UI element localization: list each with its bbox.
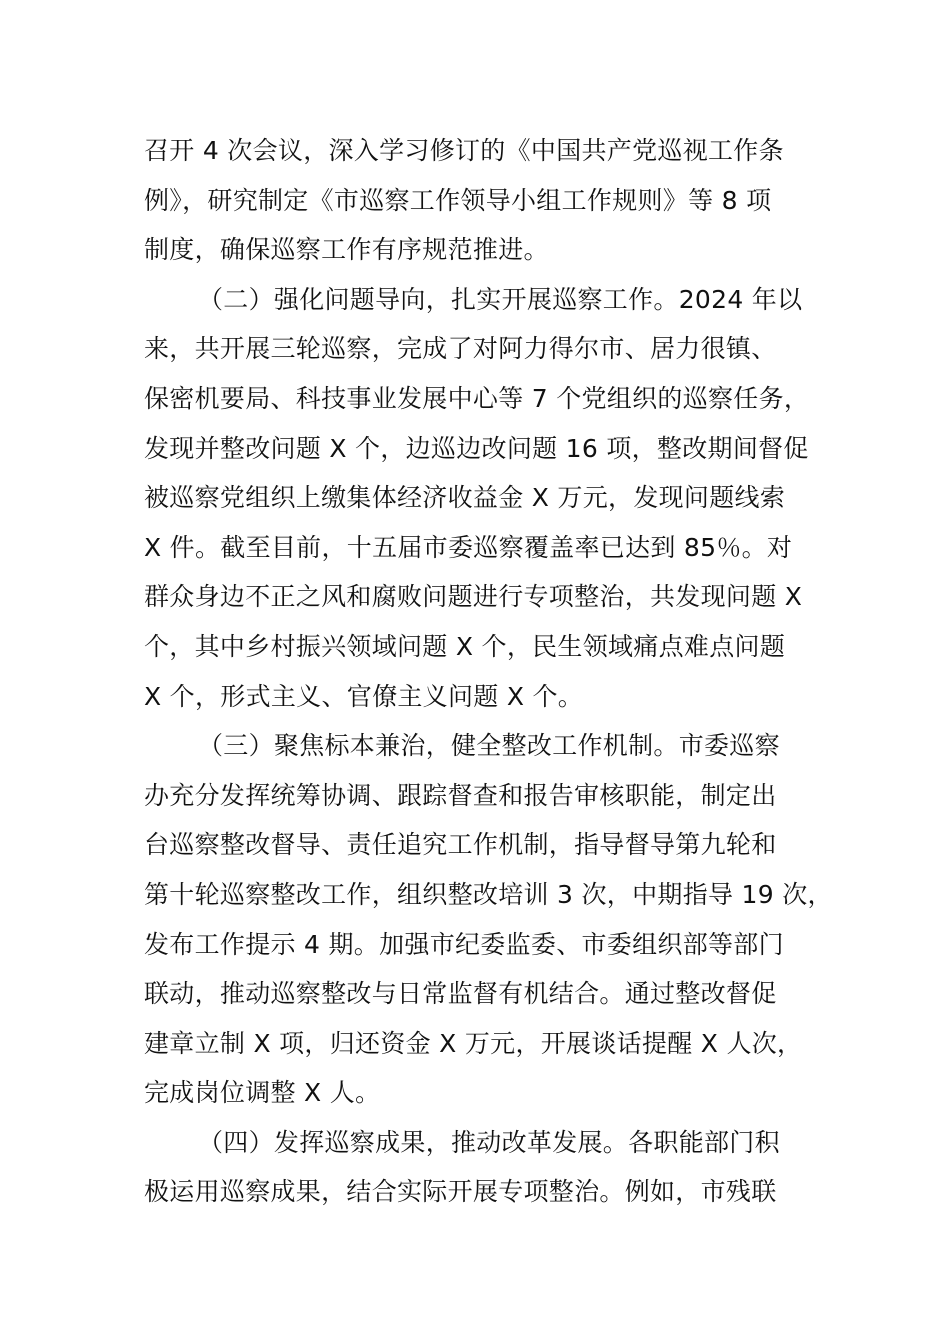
paragraph-2: [144, 275, 834, 721]
text-line: 发现并整改问题 X 个，边巡边改问题 16 项，整改期间督促: [144, 433, 809, 463]
text-line: （二）强化问题导向，扎实开展巡察工作。2024 年以: [198, 284, 803, 314]
text-line: 台巡察整改督导、责任追究工作机制，指导督导第九轮和: [144, 830, 777, 860]
text-line: 联动，推动巡察整改与日常监督有机结合。通过整改督促: [144, 979, 777, 1009]
text-line: X 件。截至目前，十五届市委巡察覆盖率已达到 85％。对: [144, 532, 793, 562]
text-line: 制度，确保巡察工作有序规范推进。: [144, 235, 549, 265]
text-line: 例》，研究制定《市巡察工作领导小组工作规则》等 8 项: [144, 185, 772, 215]
paragraph-3: [144, 721, 834, 1118]
text-line: 群众身边不正之风和腐败问题进行专项整治，共发现问题 X: [144, 582, 803, 612]
text-line: （三）聚焦标本兼治，健全整改工作机制。市委巡察: [198, 731, 780, 761]
text-line: 极运用巡察成果，结合实际开展专项整治。例如，市残联: [144, 1177, 777, 1207]
text-line: 发布工作提示 4 期。加强市纪委监委、市委组织部等部门: [144, 929, 784, 959]
text-line: 完成岗位调整 X 人。: [144, 1078, 381, 1108]
paragraph-1: [144, 126, 834, 275]
text-line: 召开 4 次会议，深入学习修订的《中国共产党巡视工作条: [144, 136, 784, 165]
text-line: X 个，形式主义、官僚主义问题 X 个。: [144, 681, 584, 711]
text-line: 第十轮巡察整改工作，组织整改培训 3 次，中期指导 19 次，: [144, 879, 833, 909]
text-line: 保密机要局、科技事业发展中心等 7 个党组织的巡察任务，: [144, 383, 810, 413]
document-body: [144, 126, 834, 1217]
text-line: 来，共开展三轮巡察，完成了对阿力得尔市、居力很镇、: [144, 334, 777, 364]
text-line: 被巡察党组织上缴集体经济收益金 X 万元，发现问题线索: [144, 483, 786, 513]
text-line: 个，其中乡村振兴领域问题 X 个，民生领域痛点难点问题: [144, 631, 786, 661]
paragraph-4: [144, 1118, 834, 1217]
text-line: 办充分发挥统筹协调、跟踪督查和报告审核职能，制定出: [144, 780, 777, 810]
text-line: 建章立制 X 项，归还资金 X 万元，开展谈话提醒 X 人次，: [144, 1028, 803, 1058]
text-line: （四）发挥巡察成果，推动改革发展。各职能部门积: [198, 1127, 780, 1157]
